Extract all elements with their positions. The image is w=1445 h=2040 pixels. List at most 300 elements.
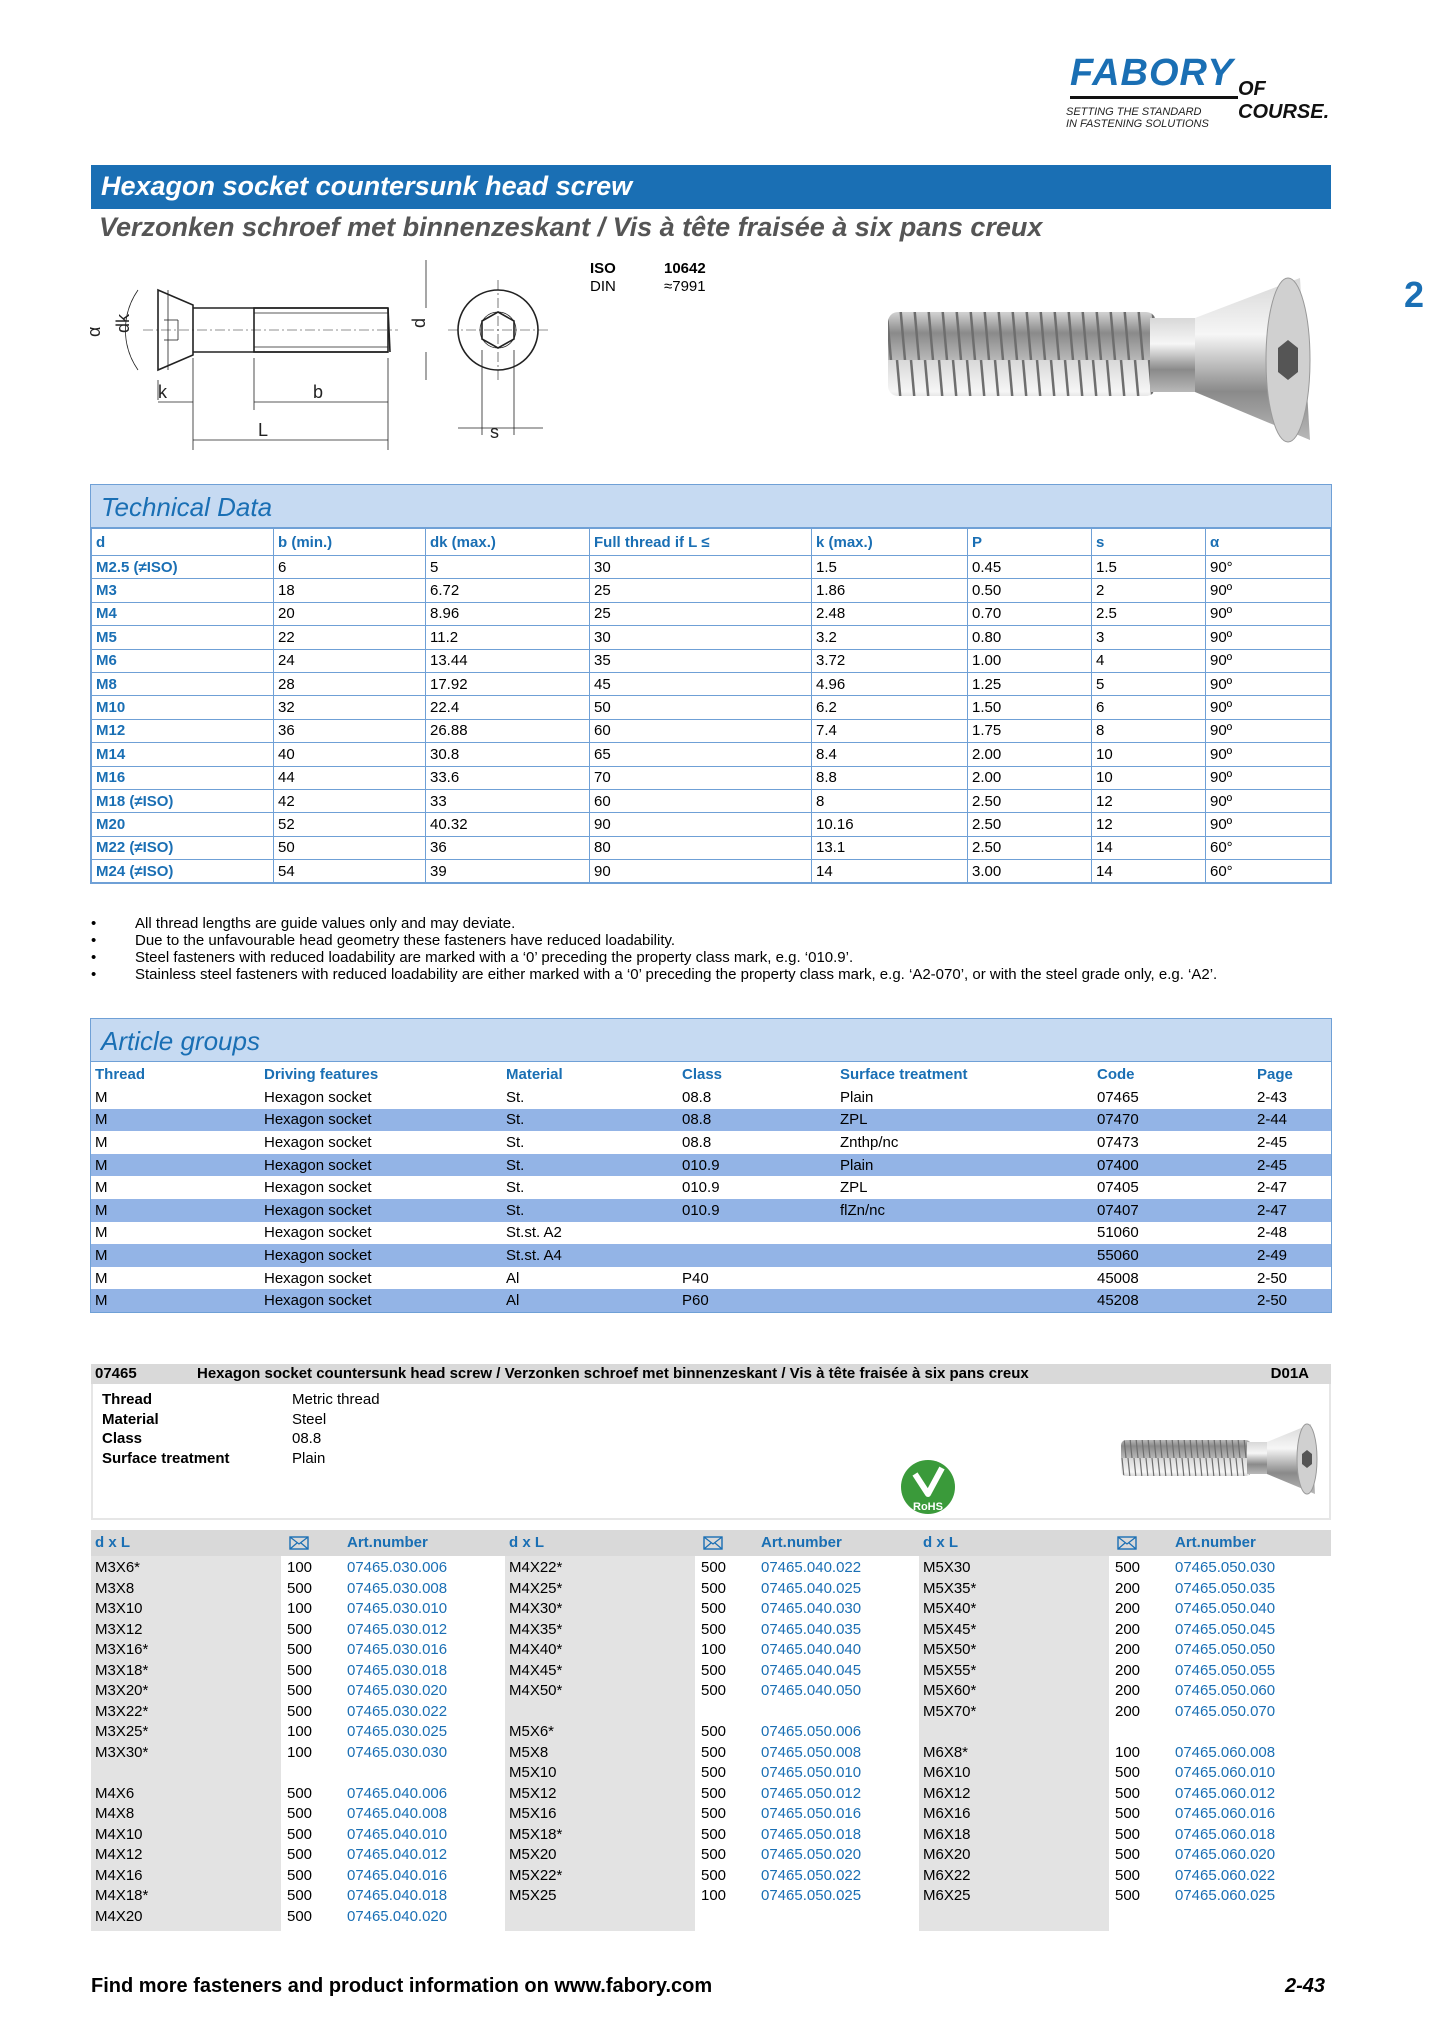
note-item: • Stainless steel fasteners with reduced loadability are either marked with a ‘0’ preceding the property class mark, e.g. ‘A2-070’, or with the steel grade only, e.g. ‘A2’.	[91, 966, 1331, 983]
table-cell: 08.8	[678, 1109, 836, 1132]
pack-quantity: 100	[701, 1887, 727, 1904]
pack-quantity: 500	[1115, 1805, 1141, 1822]
logo-brand: FABORY	[1070, 52, 1234, 94]
list-item	[91, 1763, 505, 1783]
sizes-column-1	[91, 1556, 505, 1931]
pack-quantity: 500	[701, 1661, 727, 1679]
rohs-icon	[898, 1458, 958, 1516]
table-cell: Hexagon socket	[264, 1224, 372, 1242]
pack-quantity: 500	[701, 1743, 727, 1761]
table-cell: 40	[274, 743, 426, 766]
list-item	[91, 1702, 505, 1722]
list-item	[919, 1845, 1333, 1865]
list-item	[919, 1886, 1333, 1906]
size-label: M4X40*	[509, 1641, 563, 1658]
size-label: M4X45*	[509, 1661, 563, 1679]
table-cell: 30	[590, 556, 812, 579]
table-cell: 6	[1092, 696, 1206, 719]
table-cell: 2.00	[968, 743, 1092, 766]
pack-quantity: 500	[701, 1805, 727, 1822]
table-cell: 07465	[1097, 1088, 1139, 1106]
pack-quantity: 100	[287, 1723, 313, 1740]
list-item	[91, 1804, 505, 1824]
pack-quantity: 500	[1115, 1825, 1141, 1843]
table-cell: 26.88	[426, 719, 590, 742]
property-row	[102, 1410, 380, 1430]
article-number-link[interactable]: 07465.050.016	[761, 1805, 862, 1822]
article-number-link[interactable]: 07465.040.035	[761, 1620, 862, 1638]
list-item	[91, 1558, 505, 1578]
list-item	[919, 1722, 1333, 1742]
table-cell: 2-43	[1257, 1088, 1288, 1106]
table-cell: 39	[426, 860, 590, 883]
article-number-link[interactable]: 07465.040.016	[347, 1866, 448, 1884]
article-number-link[interactable]: 07465.060.022	[1175, 1866, 1276, 1884]
screw-photo	[880, 270, 1330, 450]
table-cell: 0.45	[968, 556, 1092, 579]
table-cell: 14	[812, 860, 968, 883]
table-cell: flZn/nc	[836, 1199, 1093, 1222]
chapter-number: 2	[1404, 274, 1425, 315]
table-cell: 0.80	[968, 626, 1092, 649]
article-number-link[interactable]: 07465.050.022	[761, 1866, 862, 1884]
table-cell: St.	[502, 1109, 678, 1132]
table-cell: 14	[1092, 860, 1206, 883]
pack-quantity: 500	[701, 1682, 727, 1699]
size-label: M4X22*	[509, 1559, 563, 1576]
product-code: 07465	[95, 1365, 137, 1382]
table-cell: 55060	[1093, 1244, 1253, 1267]
table-row	[91, 1176, 1331, 1199]
pack-quantity: 500	[701, 1620, 727, 1638]
table-cell: St.	[502, 1154, 678, 1177]
table-cell: 2-49	[1253, 1244, 1331, 1267]
logo-suffix: OF COURSE.	[1238, 78, 1330, 123]
pack-quantity: 500	[701, 1846, 727, 1863]
list-item	[919, 1825, 1333, 1845]
list-item	[91, 1640, 505, 1660]
table-cell: 2.5	[1092, 602, 1206, 625]
table-cell: 2.50	[968, 789, 1092, 812]
list-item	[919, 1743, 1333, 1763]
article-number-link[interactable]: 07465.050.012	[761, 1784, 862, 1802]
table-cell: 07470	[1093, 1109, 1253, 1132]
list-item	[505, 1681, 919, 1701]
article-number-link[interactable]: 07465.050.010	[761, 1764, 862, 1781]
list-item	[505, 1784, 919, 1804]
article-number-link[interactable]: 07465.060.018	[1175, 1825, 1276, 1843]
product-properties	[102, 1390, 380, 1468]
article-number-link[interactable]: 07465.060.020	[1175, 1846, 1276, 1863]
size-label: M4X50*	[509, 1682, 563, 1699]
table-row	[91, 1222, 1331, 1245]
table-cell: 5	[1092, 672, 1206, 695]
article-number-link[interactable]: 07465.050.030	[1175, 1559, 1276, 1576]
size-label: M5X6*	[509, 1723, 555, 1740]
table-cell: M14	[92, 743, 274, 766]
pack-quantity: 100	[701, 1641, 727, 1658]
article-number-link[interactable]: 07465.050.040	[1175, 1600, 1276, 1617]
table-cell: Plain	[836, 1154, 1093, 1177]
table-cell: 08.8	[682, 1088, 712, 1106]
article-number-link[interactable]: 07465.040.006	[347, 1784, 448, 1802]
pack-quantity: 500	[701, 1600, 727, 1617]
table-cell: 1.25	[968, 672, 1092, 695]
footer-text: Find more fasteners and product information on www.fabory.com	[91, 1975, 713, 1997]
size-label: M4X20	[95, 1907, 143, 1925]
table-cell: 90	[590, 813, 812, 836]
article-number-link[interactable]: 07465.030.008	[347, 1579, 448, 1597]
pack-quantity: 500	[287, 1579, 313, 1597]
table-cell: 5	[426, 556, 590, 579]
size-label: M6X16	[923, 1805, 971, 1822]
table-cell: 51060	[1097, 1224, 1139, 1242]
pack-quantity: 500	[1115, 1764, 1141, 1781]
table-cell: Hexagon socket	[260, 1289, 502, 1312]
article-number-link[interactable]: 07465.040.040	[761, 1641, 862, 1658]
table-cell: 2-48	[1257, 1224, 1288, 1242]
table-cell: 4	[1092, 649, 1206, 672]
table-cell: 3.2	[812, 626, 968, 649]
list-item	[919, 1784, 1333, 1804]
size-label: M6X8*	[923, 1743, 969, 1761]
table-cell: 10	[1092, 743, 1206, 766]
label-b: b	[313, 382, 324, 402]
table-cell: 60°	[1206, 860, 1331, 883]
pack-quantity: 200	[1115, 1620, 1141, 1638]
technical-data-table	[91, 528, 1331, 883]
table-cell: 25	[590, 602, 812, 625]
article-number-link[interactable]: 07465.040.010	[347, 1825, 448, 1843]
list-item	[91, 1784, 505, 1804]
table-cell: 2-47	[1257, 1179, 1288, 1197]
table-cell: P40	[682, 1269, 709, 1287]
table-cell: M12	[92, 719, 274, 742]
article-number-link[interactable]: 07465.060.008	[1175, 1743, 1276, 1761]
table-row	[91, 1154, 1331, 1177]
note-item: • All thread lengths are guide values only and may deviate.	[91, 915, 1331, 932]
column-header: dk (max.)	[426, 529, 590, 556]
column-header: α	[1206, 529, 1331, 556]
list-item	[505, 1661, 919, 1681]
article-number-link[interactable]: 07465.050.055	[1175, 1661, 1276, 1679]
article-number-link[interactable]: 07465.050.018	[761, 1825, 862, 1843]
article-number-link[interactable]: 07465.050.006	[761, 1723, 862, 1740]
table-cell: M20	[92, 813, 274, 836]
list-item	[91, 1845, 505, 1865]
table-cell: M10	[92, 696, 274, 719]
table-cell: 3	[1092, 626, 1206, 649]
table-cell: 25	[590, 579, 812, 602]
article-number-link[interactable]: 07465.050.020	[761, 1846, 862, 1863]
table-cell: 2.50	[968, 836, 1092, 859]
list-item	[505, 1763, 919, 1783]
table-cell: 65	[590, 743, 812, 766]
table-cell: 13.44	[426, 649, 590, 672]
list-item	[919, 1804, 1333, 1824]
table-cell: Hexagon socket	[264, 1269, 372, 1287]
article-number-link[interactable]: 07465.050.070	[1175, 1702, 1276, 1720]
article-number-link[interactable]: 07465.050.035	[1175, 1579, 1276, 1597]
table-cell: 6	[274, 556, 426, 579]
size-label: M5X12	[509, 1784, 557, 1802]
list-item	[919, 1620, 1333, 1640]
table-row	[92, 719, 1331, 742]
table-cell: M2.5 (≠ISO)	[92, 556, 274, 579]
article-number-link[interactable]: 07465.060.012	[1175, 1784, 1276, 1802]
pack-quantity: 500	[287, 1641, 313, 1658]
column-header: b (min.)	[274, 529, 426, 556]
article-number-link[interactable]: 07465.030.010	[347, 1600, 448, 1617]
article-number-link[interactable]: 07465.040.020	[347, 1907, 448, 1925]
table-cell: 11.2	[426, 626, 590, 649]
product-screw-photo	[1115, 1418, 1325, 1498]
article-number-link[interactable]: 07465.060.010	[1175, 1764, 1276, 1781]
column-header: Surface treatment	[840, 1065, 968, 1083]
table-row	[92, 649, 1331, 672]
table-cell: 010.9	[678, 1199, 836, 1222]
list-item	[505, 1558, 919, 1578]
article-number-link[interactable]: 07465.030.030	[347, 1743, 448, 1761]
table-cell: Hexagon socket	[264, 1133, 372, 1151]
technical-data-heading: Technical Data	[101, 492, 273, 522]
size-label: M5X55*	[923, 1661, 977, 1679]
label-alpha: α	[84, 326, 104, 337]
title-bar	[91, 165, 1331, 209]
table-cell: 28	[274, 672, 426, 695]
list-item	[505, 1825, 919, 1845]
pack-quantity: 200	[1115, 1600, 1141, 1617]
table-row	[91, 1244, 1331, 1267]
size-label: M3X18*	[95, 1661, 149, 1679]
product-ref: D01A	[1270, 1365, 1309, 1382]
size-label: M5X60*	[923, 1682, 977, 1699]
table-cell: 90º	[1206, 649, 1331, 672]
list-item	[919, 1661, 1333, 1681]
list-item	[91, 1620, 505, 1640]
table-cell: 10.16	[812, 813, 968, 836]
table-cell: Al	[502, 1289, 678, 1312]
article-number-link[interactable]: 07465.030.006	[347, 1559, 448, 1576]
table-cell: Plain	[840, 1088, 874, 1106]
article-number-link[interactable]: 07465.040.012	[347, 1846, 448, 1863]
table-cell: 44	[274, 766, 426, 789]
table-cell: 90º	[1206, 766, 1331, 789]
table-cell: 2.00	[968, 766, 1092, 789]
list-item	[505, 1599, 919, 1619]
property-value: Plain	[292, 1449, 326, 1467]
pack-quantity: 500	[287, 1702, 313, 1720]
table-cell: 07407	[1093, 1199, 1253, 1222]
table-row	[92, 672, 1331, 695]
pack-quantity: 500	[287, 1866, 313, 1884]
pack-quantity: 500	[1115, 1846, 1141, 1863]
table-cell: 08.8	[682, 1133, 712, 1151]
size-label: M5X22*	[509, 1866, 563, 1884]
table-cell: 60	[590, 789, 812, 812]
article-groups-heading: Article groups	[101, 1026, 260, 1056]
article-number-link[interactable]: 07465.050.050	[1175, 1641, 1276, 1658]
pack-quantity: 500	[701, 1784, 727, 1802]
table-cell: Hexagon socket	[260, 1199, 502, 1222]
table-row	[91, 1199, 1331, 1222]
column-header: Driving features	[264, 1065, 379, 1083]
article-number-link[interactable]: 07465.030.025	[347, 1723, 448, 1740]
page-subtitle: Verzonken schroef met binnenzeskant / Vis à tête fraisée à six pans creux	[99, 212, 1043, 242]
size-label: M6X20	[923, 1846, 971, 1863]
article-number-link[interactable]: 07465.030.018	[347, 1661, 448, 1679]
notes-list	[91, 915, 1331, 983]
article-number-link[interactable]: 07465.030.022	[347, 1702, 448, 1720]
table-cell: M	[91, 1154, 260, 1177]
size-label: M5X30	[923, 1559, 971, 1576]
column-header: s	[1092, 529, 1206, 556]
pack-quantity: 500	[1115, 1784, 1141, 1802]
label-s: s	[490, 422, 499, 442]
table-cell: 17.92	[426, 672, 590, 695]
table-header-row	[91, 1062, 1331, 1086]
table-cell	[836, 1289, 1093, 1312]
list-item	[505, 1743, 919, 1763]
table-cell: Al	[506, 1269, 520, 1287]
table-row	[92, 696, 1331, 719]
article-number-link[interactable]: 07465.040.022	[761, 1559, 862, 1576]
page-number: 2-43	[1285, 1975, 1326, 1997]
table-cell: 60	[590, 719, 812, 742]
table-cell: M16	[92, 766, 274, 789]
article-number-link[interactable]: 07465.040.025	[761, 1579, 862, 1597]
table-cell: 70	[590, 766, 812, 789]
size-label: M4X35*	[509, 1620, 563, 1638]
pack-quantity: 500	[287, 1887, 313, 1904]
column-header: Code	[1097, 1065, 1135, 1083]
article-number-link[interactable]: 07465.050.060	[1175, 1682, 1276, 1699]
table-cell: 90º	[1206, 789, 1331, 812]
table-row	[92, 789, 1331, 812]
article-number-link[interactable]: 07465.030.020	[347, 1682, 448, 1699]
table-cell: M24 (≠ISO)	[92, 860, 274, 883]
note-item: • Due to the unfavourable head geometry these fasteners have reduced loadability.	[91, 932, 1331, 949]
table-cell: 18	[274, 579, 426, 602]
pack-quantity: 100	[287, 1600, 313, 1617]
article-number-link[interactable]: 07465.050.045	[1175, 1620, 1276, 1638]
table-cell: M6	[92, 649, 274, 672]
table-cell: 90º	[1206, 626, 1331, 649]
article-number-link[interactable]: 07465.040.018	[347, 1887, 448, 1904]
article-number-link[interactable]: 07465.060.025	[1175, 1887, 1276, 1904]
size-label: M4X6	[95, 1784, 135, 1802]
table-cell: 2	[1092, 579, 1206, 602]
table-cell: 8.96	[426, 602, 590, 625]
table-cell: 1.50	[968, 696, 1092, 719]
table-row	[91, 1267, 1331, 1290]
table-cell: St.	[506, 1088, 525, 1106]
table-cell: 2-44	[1253, 1109, 1331, 1132]
property-value: 08.8	[292, 1430, 322, 1447]
pack-quantity: 200	[1115, 1702, 1141, 1720]
table-cell: 60°	[1206, 836, 1331, 859]
list-item	[91, 1661, 505, 1681]
article-number-link[interactable]: 07465.040.045	[761, 1661, 862, 1679]
pack-quantity: 500	[287, 1682, 313, 1699]
list-item	[505, 1845, 919, 1865]
size-label: M3X16*	[95, 1641, 149, 1658]
table-cell: M	[91, 1199, 260, 1222]
article-number-link[interactable]: 07465.040.050	[761, 1682, 862, 1699]
label-L: L	[258, 420, 269, 440]
standards: ISO 10642 DIN ≈7991	[590, 260, 706, 295]
table-cell: 2-45	[1257, 1133, 1288, 1151]
size-label: M4X25*	[509, 1579, 563, 1597]
table-cell	[836, 1244, 1093, 1267]
article-number-link[interactable]: 07465.060.016	[1175, 1805, 1276, 1822]
list-item	[505, 1702, 919, 1722]
pack-quantity: 500	[287, 1620, 313, 1638]
table-cell: 14	[1092, 836, 1206, 859]
list-item	[91, 1722, 505, 1742]
table-cell: 30.8	[426, 743, 590, 766]
packaging-icon	[703, 1536, 723, 1550]
table-cell: 90º	[1206, 602, 1331, 625]
pack-quantity: 500	[287, 1784, 313, 1802]
article-number-link[interactable]: 07465.040.008	[347, 1805, 448, 1822]
table-cell: 07400	[1093, 1154, 1253, 1177]
table-cell: 22.4	[426, 696, 590, 719]
article-groups-table	[91, 1062, 1331, 1312]
article-number-link[interactable]: 07465.030.012	[347, 1620, 448, 1638]
table-cell: M18 (≠ISO)	[92, 789, 274, 812]
article-number-link[interactable]: 07465.050.025	[761, 1887, 862, 1904]
size-label: M4X16	[95, 1866, 143, 1884]
article-number-link[interactable]: 07465.040.030	[761, 1600, 862, 1617]
list-item	[505, 1866, 919, 1886]
property-label: Material	[102, 1410, 159, 1428]
table-cell: 90º	[1206, 743, 1331, 766]
table-cell: 8	[1092, 719, 1206, 742]
property-value: Steel	[292, 1410, 327, 1428]
size-label: M4X8	[95, 1805, 135, 1822]
column-header: Class	[682, 1065, 723, 1083]
table-cell: P60	[678, 1289, 836, 1312]
table-cell: Hexagon socket	[264, 1179, 372, 1197]
list-item	[919, 1640, 1333, 1660]
table-cell: 12	[1092, 789, 1206, 812]
pack-quantity: 200	[1115, 1579, 1141, 1597]
article-groups-section	[90, 1018, 1332, 1313]
article-number-link[interactable]: 07465.030.016	[347, 1641, 448, 1658]
article-number-link[interactable]: 07465.050.008	[761, 1743, 862, 1761]
size-label: M5X18*	[509, 1825, 563, 1843]
size-label: M5X10	[509, 1764, 557, 1781]
pack-quantity: 500	[701, 1825, 727, 1843]
table-row	[91, 1289, 1331, 1312]
table-row	[92, 860, 1331, 883]
pack-quantity: 500	[701, 1723, 727, 1740]
column-header: P	[968, 529, 1092, 556]
pack-quantity: 500	[701, 1764, 727, 1781]
table-cell: 40.32	[426, 813, 590, 836]
pack-quantity: 500	[701, 1579, 727, 1597]
list-item	[505, 1886, 919, 1906]
label-d: d	[409, 317, 429, 328]
size-label: M3X25*	[95, 1723, 149, 1740]
property-row	[102, 1449, 380, 1469]
product-description: Hexagon socket countersunk head screw / Verzonken schroef met binnenzeskant / Vis à tête fraisée à six pans creux	[197, 1365, 1029, 1382]
sizes-column-2	[505, 1556, 919, 1931]
note-item: • Steel fasteners with reduced loadability are marked with a ‘0’ preceding the property class mark, e.g. ‘010.9’.	[91, 949, 1331, 966]
table-cell: 90º	[1206, 672, 1331, 695]
list-item	[919, 1702, 1333, 1722]
